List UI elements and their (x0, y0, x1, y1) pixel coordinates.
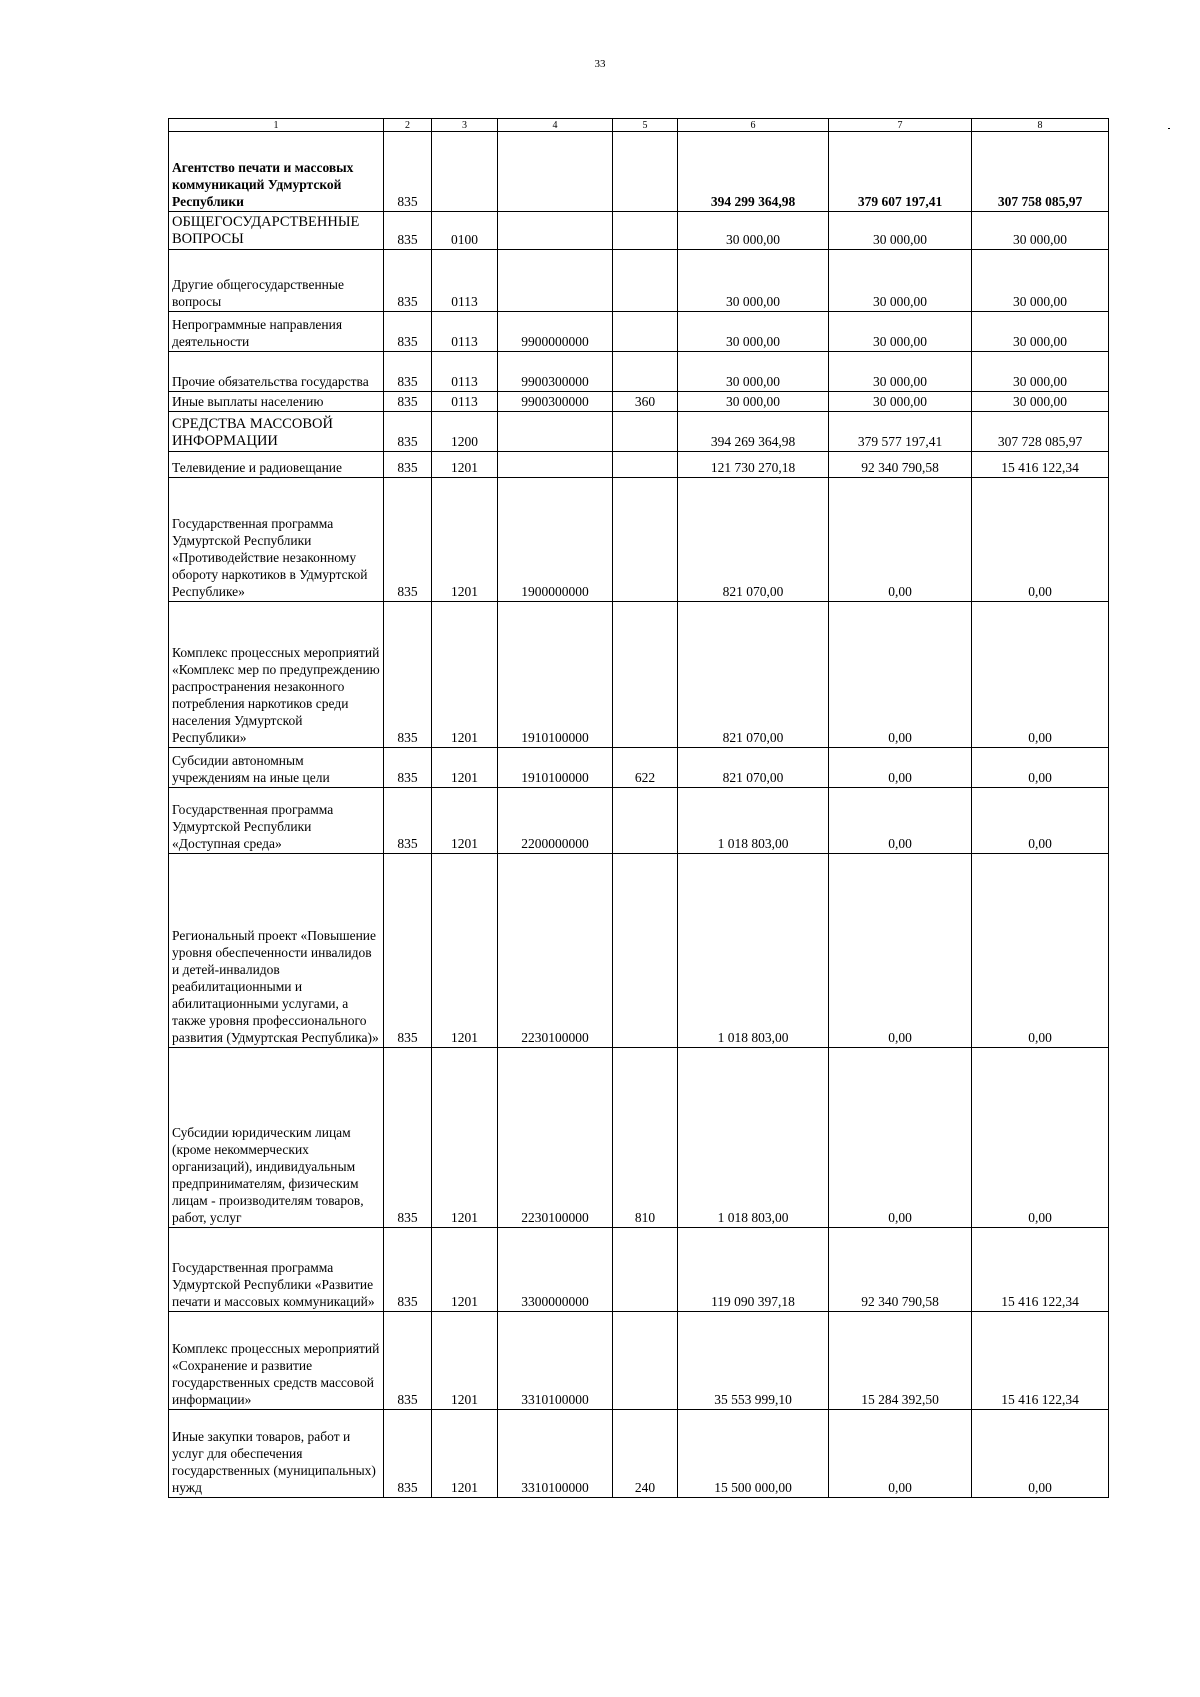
row-admin-code: 835 (384, 1228, 432, 1312)
row-amount-col7: 0,00 (829, 788, 972, 854)
row-target-code: 9900300000 (498, 352, 613, 392)
row-amount-col8: 0,00 (972, 1048, 1109, 1228)
row-expense-type (613, 250, 678, 312)
row-amount-col7: 379 577 197,41 (829, 412, 972, 452)
row-section-code: 1201 (432, 478, 498, 602)
row-amount-col7: 0,00 (829, 478, 972, 602)
row-amount-col6: 394 299 364,98 (678, 132, 829, 212)
row-amount-col6: 119 090 397,18 (678, 1228, 829, 1312)
column-header-6: 6 (678, 119, 829, 132)
row-section-code: 0113 (432, 312, 498, 352)
row-name: Субсидии автономным учреждениям на иные цели (169, 748, 384, 788)
row-amount-col6: 1 018 803,00 (678, 788, 829, 854)
row-amount-col7: 30 000,00 (829, 250, 972, 312)
row-amount-col7: 0,00 (829, 1410, 972, 1498)
row-expense-type (613, 212, 678, 250)
row-section-code: 1201 (432, 452, 498, 478)
row-admin-code: 835 (384, 788, 432, 854)
table-row (169, 478, 1109, 602)
row-amount-col7: 92 340 790,58 (829, 452, 972, 478)
row-target-code (498, 452, 613, 478)
row-target-code: 2230100000 (498, 1048, 613, 1228)
row-section-code: 1201 (432, 1312, 498, 1410)
row-amount-col6: 821 070,00 (678, 748, 829, 788)
row-expense-type (613, 352, 678, 392)
row-amount-col7: 15 284 392,50 (829, 1312, 972, 1410)
row-target-code: 3310100000 (498, 1410, 613, 1498)
budget-table (168, 118, 1109, 1498)
row-amount-col7: 379 607 197,41 (829, 132, 972, 212)
row-amount-col8: 0,00 (972, 748, 1109, 788)
row-expense-type (613, 788, 678, 854)
row-amount-col8: 0,00 (972, 478, 1109, 602)
row-name: Государственная программа Удмуртской Республики «Доступная среда» (169, 788, 384, 854)
row-name: Комплекс процессных мероприятий «Сохранение и развитие государственных средств массовой информации» (169, 1312, 384, 1410)
row-target-code: 1910100000 (498, 602, 613, 748)
row-amount-col8: 15 416 122,34 (972, 1312, 1109, 1410)
row-amount-col8: 307 758 085,97 (972, 132, 1109, 212)
row-admin-code: 835 (384, 452, 432, 478)
table-row (169, 1410, 1109, 1498)
table-row (169, 748, 1109, 788)
column-header-1: 1 (169, 119, 384, 132)
row-admin-code: 835 (384, 312, 432, 352)
row-target-code: 9900300000 (498, 392, 613, 412)
table-row (169, 452, 1109, 478)
row-amount-col6: 30 000,00 (678, 352, 829, 392)
row-amount-col8: 307 728 085,97 (972, 412, 1109, 452)
table-row (169, 602, 1109, 748)
table-row (169, 1312, 1109, 1410)
table-row (169, 788, 1109, 854)
table-row (169, 412, 1109, 452)
column-header-4: 4 (498, 119, 613, 132)
row-target-code: 2230100000 (498, 854, 613, 1048)
row-amount-col7: 30 000,00 (829, 352, 972, 392)
row-amount-col7: 0,00 (829, 748, 972, 788)
row-expense-type (613, 1228, 678, 1312)
row-amount-col8: 0,00 (972, 602, 1109, 748)
row-amount-col6: 1 018 803,00 (678, 854, 829, 1048)
row-amount-col7: 92 340 790,58 (829, 1228, 972, 1312)
row-section-code: 0113 (432, 392, 498, 412)
row-admin-code: 835 (384, 1312, 432, 1410)
table-row (169, 1048, 1109, 1228)
row-expense-type (613, 1312, 678, 1410)
row-amount-col7: 0,00 (829, 854, 972, 1048)
row-admin-code: 835 (384, 1410, 432, 1498)
row-amount-col7: 30 000,00 (829, 392, 972, 412)
table-body (169, 132, 1109, 1498)
row-amount-col7: 30 000,00 (829, 212, 972, 250)
row-name: Другие общегосударственные вопросы (169, 250, 384, 312)
row-target-code (498, 250, 613, 312)
row-admin-code: 835 (384, 412, 432, 452)
row-amount-col8: 30 000,00 (972, 312, 1109, 352)
row-amount-col6: 821 070,00 (678, 478, 829, 602)
row-section-code: 1201 (432, 1228, 498, 1312)
row-admin-code: 835 (384, 212, 432, 250)
row-amount-col6: 15 500 000,00 (678, 1410, 829, 1498)
row-target-code: 2200000000 (498, 788, 613, 854)
page-number: 33 (594, 58, 606, 70)
row-section-code: 1201 (432, 854, 498, 1048)
column-header-8: 8 (972, 119, 1109, 132)
row-section-code (432, 132, 498, 212)
row-expense-type (613, 602, 678, 748)
column-header-3: 3 (432, 119, 498, 132)
row-name: Субсидии юридическим лицам (кроме некоммерческих организаций), индивидуальным предпринимателям, физическим лицам - производителям товаров, работ, услуг (169, 1048, 384, 1228)
row-section-code: 1201 (432, 602, 498, 748)
column-header-2: 2 (384, 119, 432, 132)
row-section-code: 0113 (432, 352, 498, 392)
row-name: Иные выплаты населению (169, 392, 384, 412)
row-name: СРЕДСТВА МАССОВОЙ ИНФОРМАЦИИ (169, 412, 384, 452)
row-expense-type: 240 (613, 1410, 678, 1498)
table-row (169, 352, 1109, 392)
row-name: Комплекс процессных мероприятий «Комплекс мер по предупреждению распространения незаконного потребления наркотиков среди населения Удмуртской Республики» (169, 602, 384, 748)
row-amount-col6: 121 730 270,18 (678, 452, 829, 478)
row-expense-type (613, 132, 678, 212)
row-section-code: 1201 (432, 1048, 498, 1228)
row-expense-type: 622 (613, 748, 678, 788)
table-row (169, 212, 1109, 250)
row-amount-col6: 35 553 999,10 (678, 1312, 829, 1410)
row-name: Телевидение и радиовещание (169, 452, 384, 478)
row-section-code: 1201 (432, 748, 498, 788)
row-admin-code: 835 (384, 1048, 432, 1228)
row-amount-col8: 30 000,00 (972, 212, 1109, 250)
column-header-7: 7 (829, 119, 972, 132)
column-header-5: 5 (613, 119, 678, 132)
row-expense-type (613, 478, 678, 602)
row-admin-code: 835 (384, 748, 432, 788)
table-row (169, 312, 1109, 352)
table-row (169, 250, 1109, 312)
row-expense-type (613, 854, 678, 1048)
row-amount-col6: 30 000,00 (678, 212, 829, 250)
row-section-code: 1200 (432, 412, 498, 452)
row-admin-code: 835 (384, 392, 432, 412)
row-expense-type (613, 452, 678, 478)
row-amount-col8: 15 416 122,34 (972, 1228, 1109, 1312)
row-section-code: 1201 (432, 1410, 498, 1498)
row-section-code: 1201 (432, 788, 498, 854)
row-amount-col6: 30 000,00 (678, 250, 829, 312)
row-amount-col7: 0,00 (829, 1048, 972, 1228)
row-admin-code: 835 (384, 478, 432, 602)
row-amount-col8: 30 000,00 (972, 392, 1109, 412)
row-amount-col6: 30 000,00 (678, 392, 829, 412)
row-admin-code: 835 (384, 854, 432, 1048)
table-row (169, 132, 1109, 212)
row-expense-type (613, 312, 678, 352)
row-target-code: 9900000000 (498, 312, 613, 352)
row-name: Агентство печати и массовых коммуникаций Удмуртской Республики (169, 132, 384, 212)
row-expense-type (613, 412, 678, 452)
margin-mark (1168, 128, 1170, 129)
row-name: Непрограммные направления деятельности (169, 312, 384, 352)
row-amount-col7: 30 000,00 (829, 312, 972, 352)
table-row (169, 854, 1109, 1048)
row-amount-col8: 15 416 122,34 (972, 452, 1109, 478)
row-section-code: 0100 (432, 212, 498, 250)
table-row (169, 392, 1109, 412)
row-admin-code: 835 (384, 250, 432, 312)
row-target-code: 3300000000 (498, 1228, 613, 1312)
row-target-code: 1910100000 (498, 748, 613, 788)
row-name: Иные закупки товаров, работ и услуг для обеспечения государственных (муниципальных) нужд (169, 1410, 384, 1498)
row-amount-col8: 30 000,00 (972, 250, 1109, 312)
row-amount-col8: 30 000,00 (972, 352, 1109, 392)
row-admin-code: 835 (384, 602, 432, 748)
row-amount-col7: 0,00 (829, 602, 972, 748)
row-target-code (498, 412, 613, 452)
row-name: Государственная программа Удмуртской Республики «Развитие печати и массовых коммуникаций» (169, 1228, 384, 1312)
row-expense-type: 360 (613, 392, 678, 412)
row-amount-col8: 0,00 (972, 854, 1109, 1048)
row-name: Прочие обязательства государства (169, 352, 384, 392)
row-amount-col8: 0,00 (972, 1410, 1109, 1498)
table-row (169, 1228, 1109, 1312)
row-target-code (498, 212, 613, 250)
row-name: ОБЩЕГОСУДАРСТВЕННЫЕ ВОПРОСЫ (169, 212, 384, 250)
row-amount-col6: 394 269 364,98 (678, 412, 829, 452)
row-amount-col8: 0,00 (972, 788, 1109, 854)
row-admin-code: 835 (384, 352, 432, 392)
row-section-code: 0113 (432, 250, 498, 312)
row-expense-type: 810 (613, 1048, 678, 1228)
column-number-row (169, 119, 1109, 132)
row-target-code: 1900000000 (498, 478, 613, 602)
row-amount-col6: 1 018 803,00 (678, 1048, 829, 1228)
row-target-code (498, 132, 613, 212)
row-admin-code: 835 (384, 132, 432, 212)
row-name: Региональный проект «Повышение уровня обеспеченности инвалидов и детей-инвалидов реабилитационными и абилитационными услугами, а также уровня профессионального развития (Удмуртская Республика)» (169, 854, 384, 1048)
row-name: Государственная программа Удмуртской Республики «Противодействие незаконному обороту наркотиков в Удмуртской Республике» (169, 478, 384, 602)
row-amount-col6: 30 000,00 (678, 312, 829, 352)
row-target-code: 3310100000 (498, 1312, 613, 1410)
row-amount-col6: 821 070,00 (678, 602, 829, 748)
